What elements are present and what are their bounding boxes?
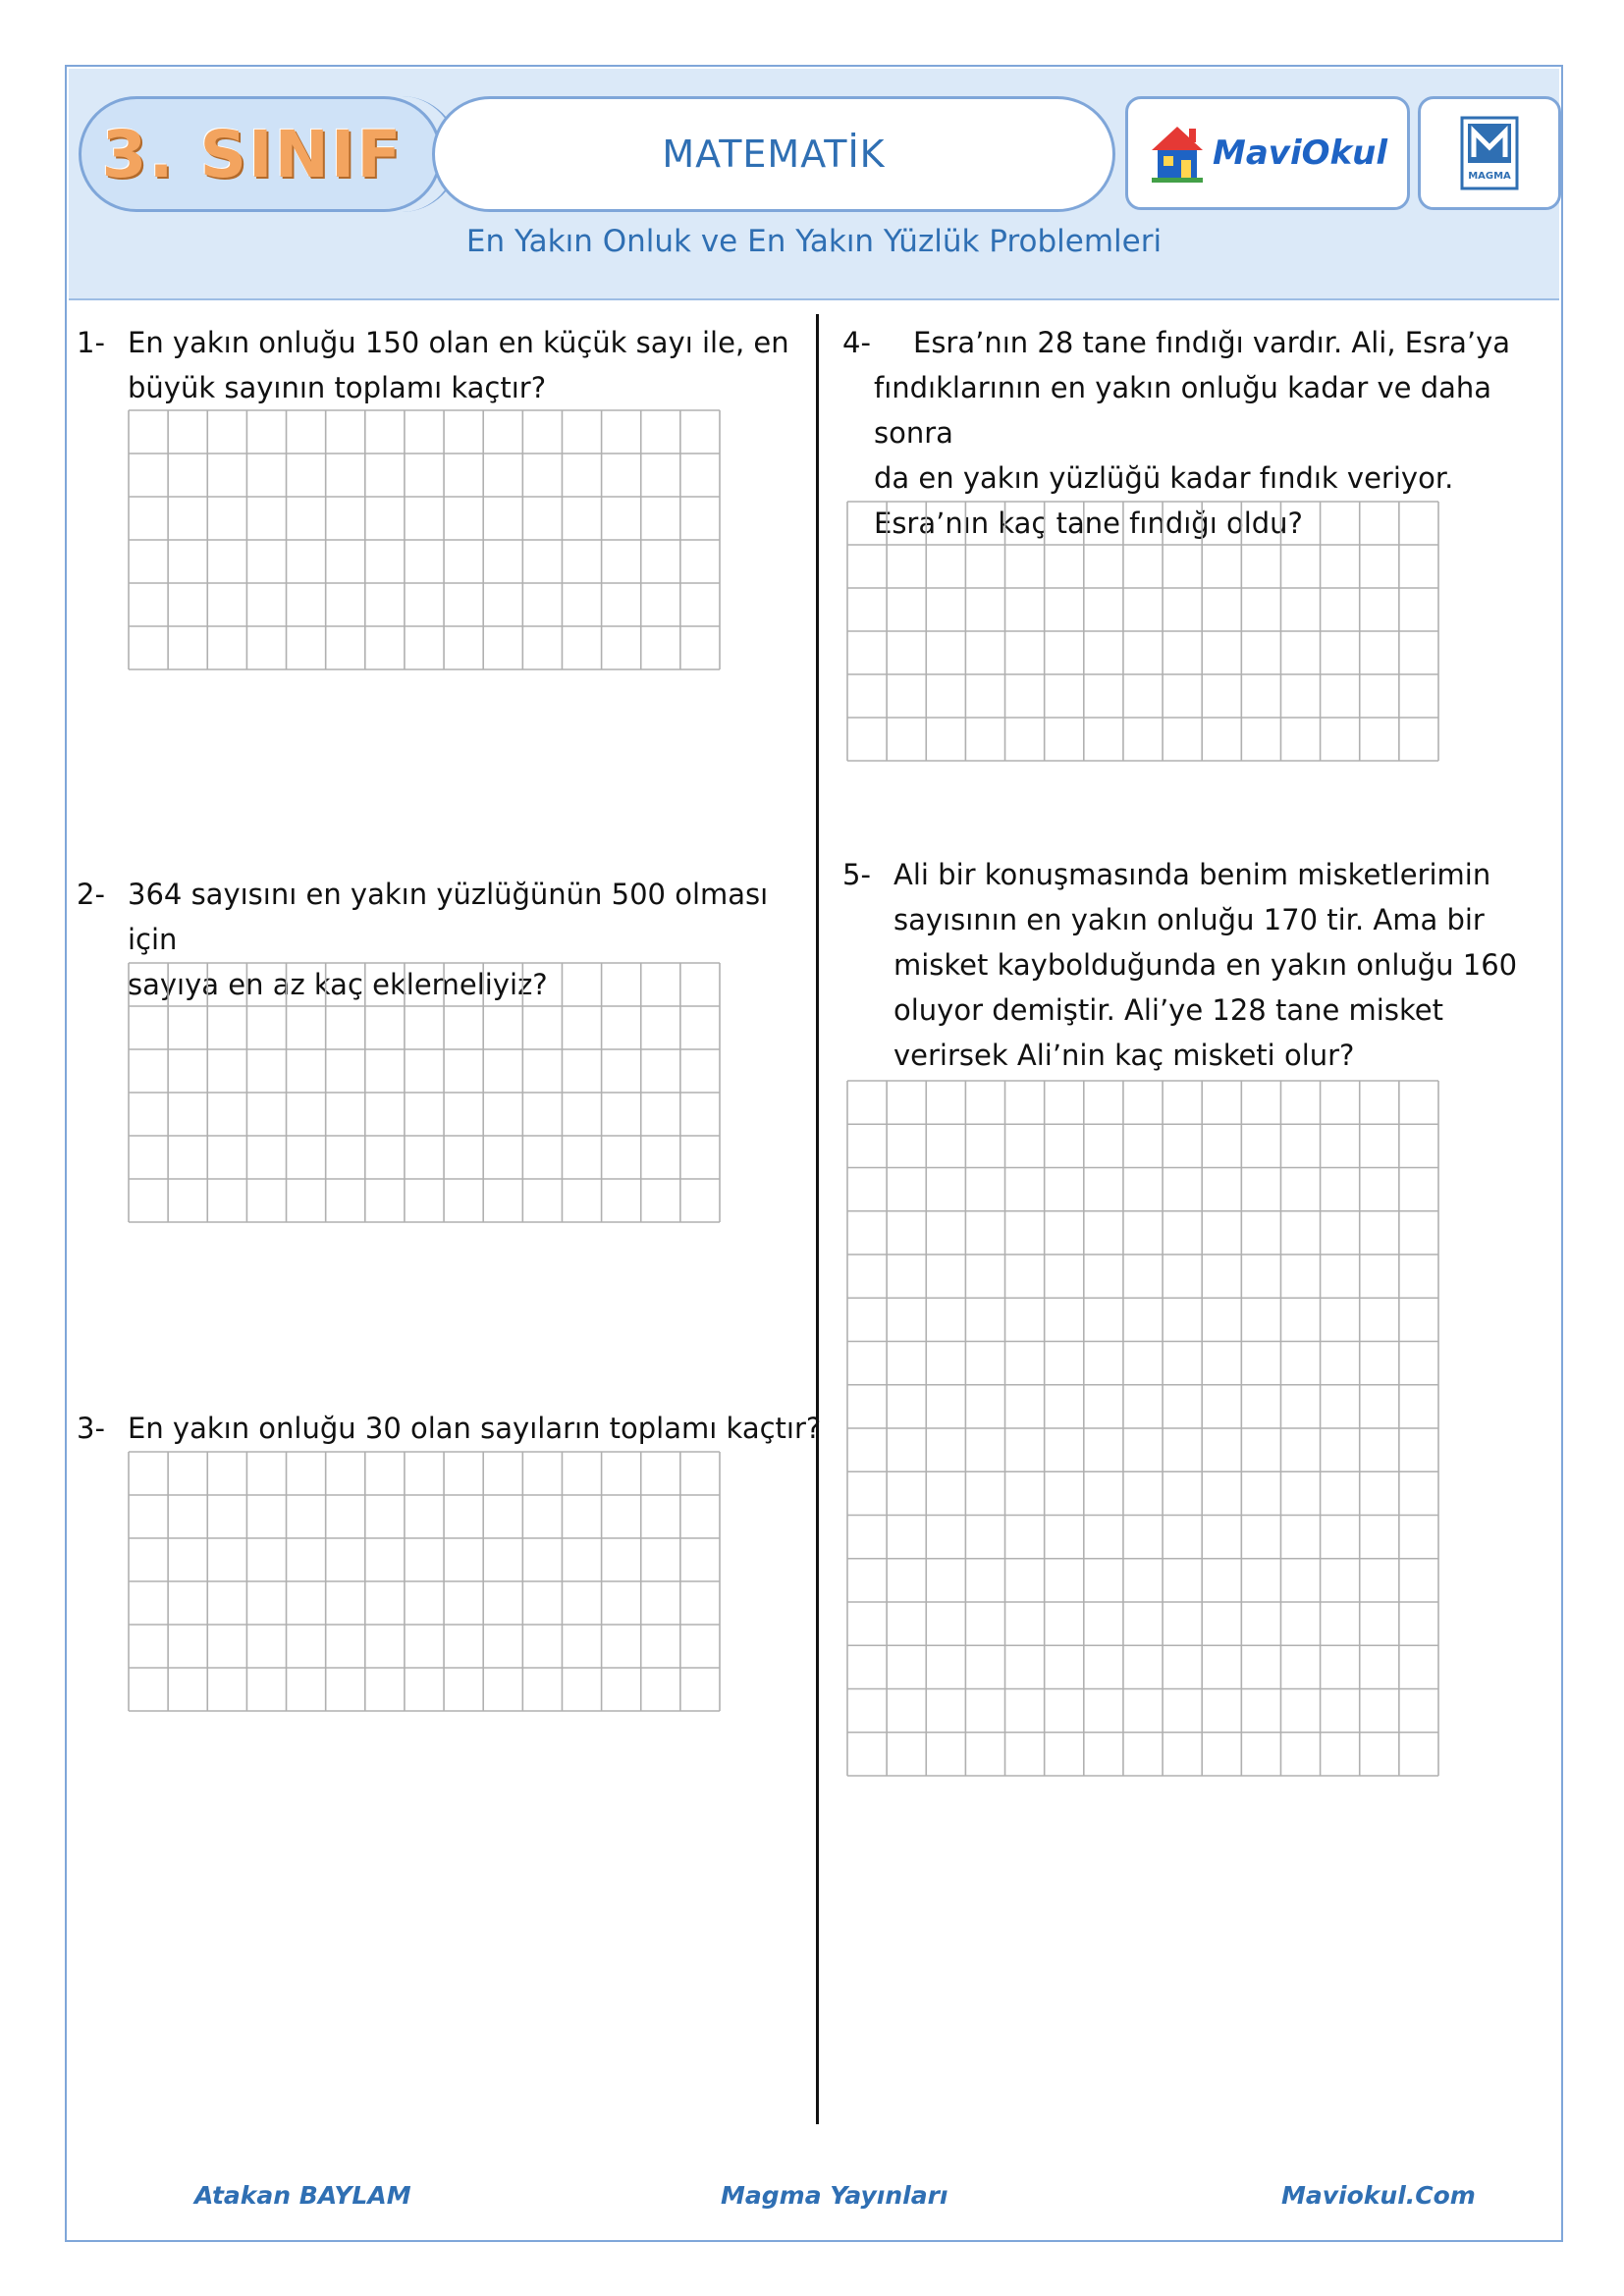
question-text: En yakın onluğu 30 olan sayıların toplamı kaçtır? [128,1412,822,1445]
column-divider [816,314,819,2124]
question-text: 364 sayısını en yakın yüzlüğünün 500 olması için sayıya en az kaç eklemeliyiz? [128,878,769,1001]
question-number: 1- [77,326,105,359]
question-text: Esra’nın 28 tane fındığı vardır. Ali, Esra’ya fındıklarının en yakın onluğu kadar ve daha sonra da en yakın yüzlüğü kadar fındık veriyor. Esra’nın kaç tane fındığı oldu? [874,326,1511,540]
book-emblem-icon [1458,114,1521,192]
question-1 [77,320,803,410]
subject-banner [432,96,1115,212]
question-number: 3- [77,1412,105,1445]
footer-publisher: Magma Yayınları [721,2181,948,2210]
maviokul-logo-text: MaviOkul [1213,133,1387,173]
question-text: En yakın onluğu 150 olan en küçük sayı ile, en büyük sayının toplamı kaçtır? [128,326,789,404]
question-3 [77,1406,823,1451]
answer-grid-4[interactable] [846,501,1439,762]
question-text: Ali bir konuşmasında benim misketlerimin sayısının en yakın onluğu 170 tir. Ama bir misket kaybolduğunda en yakın onluğu 160 oluyor demiştir. Ali’ye 128 tane misket verirsek Ali’nin kaç misketi olur? [893,858,1518,1072]
answer-grid-5[interactable] [846,1080,1439,1777]
question-number: 4- [842,326,871,359]
magma-logo-text: MAGMA [1468,171,1511,182]
house-icon [1148,123,1207,184]
grade-label: 3. SINIF [101,116,404,192]
answer-grid-3[interactable] [128,1451,721,1712]
subject-title: MATEMATİK [662,133,886,176]
footer-website[interactable]: Maviokul.Com [1281,2181,1476,2210]
question-number: 5- [842,858,871,891]
answer-grid-1[interactable] [128,409,721,670]
answer-grid-2[interactable] [128,962,721,1223]
question-number: 2- [77,878,105,911]
footer-author: Atakan BAYLAM [194,2181,411,2210]
question-5 [842,852,1569,1078]
topic-title: En Yakın Onluk ve En Yakın Yüzlük Problemleri [465,224,1163,259]
magma-logo [1418,96,1561,210]
maviokul-logo [1125,96,1410,210]
